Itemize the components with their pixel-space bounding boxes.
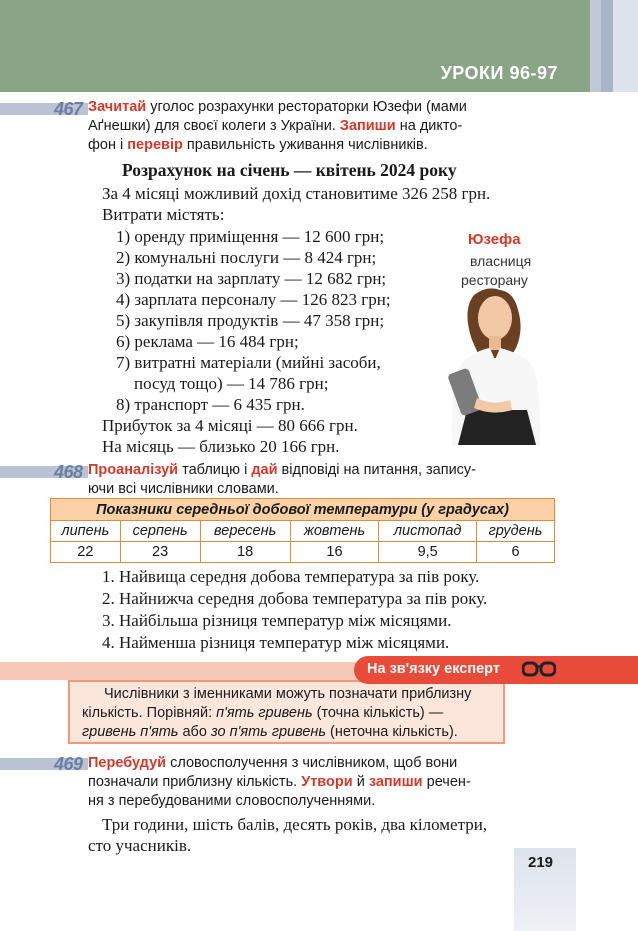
table-row [51, 542, 555, 563]
verb-highlight: запиши [368, 774, 423, 790]
monthly-line: На місяць — близько 20 166 грн. [102, 437, 340, 456]
page-number: 219 [528, 854, 554, 871]
value-cell: 23 [120, 542, 200, 563]
instruction-text: на дикто- [395, 118, 463, 134]
expert-text [82, 724, 458, 740]
expense-item: 2) комунальні послуги — 8 424 грн; [116, 248, 377, 267]
instruction-text: Аґнешки) для своєї колеги з України. [88, 118, 340, 134]
side-stripe [601, 0, 613, 92]
value-cell: 22 [51, 542, 121, 563]
expense-item: 4) зарплата персоналу — 126 823 грн; [116, 290, 391, 309]
temperature-table [50, 498, 555, 563]
instruction-line: ючи всі числівники словами. [88, 481, 279, 497]
question-item: 1. Найвища середня добова температура за пів року. [102, 567, 480, 586]
instruction-text: відповіді на питання, запису- [277, 462, 477, 478]
month-cell: липень [51, 521, 121, 542]
calculation-title: Розрахунок на січень — квітень 2024 року [122, 160, 457, 180]
expense-item: 3) податки на зарплату — 12 682 грн; [116, 269, 387, 288]
instruction-text: таблицю і [178, 462, 252, 478]
question-item: 3. Найбільша різниця температур між місяцями. [102, 611, 452, 630]
expense-item: 1) оренду приміщення — 12 600 грн; [116, 227, 385, 246]
person-role: власниця [470, 253, 532, 269]
expert-label: На зв'язку експерт [367, 661, 500, 677]
verb-highlight: Запиши [339, 118, 396, 134]
month-cell: серпень [120, 521, 200, 542]
exercise-number: 467 [54, 99, 83, 119]
instruction-text: словосполучення з числівником, щоб вони [166, 755, 458, 771]
table-row [51, 521, 555, 542]
instruction-line [88, 98, 467, 117]
value-cell: 6 [476, 542, 554, 563]
example-phrase: зо п'ять гривень [210, 724, 327, 740]
expert-text-part: кількість. Порівняй: [82, 705, 217, 721]
question-item: 2. Найнижча середня добова температура за пів року. [102, 589, 488, 608]
expense-item: 7) витратні матеріали (мийні засоби, [116, 353, 381, 372]
instruction-text: й [352, 774, 369, 790]
verb-highlight: перевір [127, 137, 183, 153]
person-name: Юзефа [468, 231, 521, 248]
month-cell: листопад [379, 521, 477, 542]
instruction-line [88, 754, 457, 773]
restaurateur-photo [432, 230, 562, 445]
expert-text-part: (точна кількість) — [312, 705, 444, 721]
month-cell: грудень [476, 521, 554, 542]
expenses-intro: Витрати містять: [102, 205, 225, 224]
glasses-icon [522, 657, 556, 681]
value-cell: 18 [200, 542, 290, 563]
instruction-line [88, 461, 476, 480]
side-stripe [590, 0, 601, 92]
expense-item: 6) реклама — 16 484 грн; [116, 332, 299, 351]
month-cell: вересень [200, 521, 290, 542]
expert-text [82, 705, 443, 721]
instruction-line [88, 773, 471, 792]
expert-text-part: (неточна кількість). [326, 724, 458, 740]
instruction-text: позначали приблизну кількість. [88, 774, 302, 790]
person-role: ресторану [461, 272, 528, 288]
question-item: 4. Найменша різниця температур між місяцями. [102, 633, 450, 652]
verb-highlight: Зачитай [88, 99, 147, 115]
verb-highlight: дай [251, 462, 278, 478]
task-text: Три години, шість балів, десять років, два кілометри, [102, 815, 488, 834]
instruction-line [88, 117, 462, 136]
instruction-text: правильність уживання числівників. [182, 137, 428, 153]
instruction-line: ня з перебудованими словосполученнями. [88, 793, 376, 809]
table-caption: Показники середньої добової температури (у градусах) [51, 499, 555, 521]
instruction-text: уголос розрахунки рестораторки Юзефи (мами [146, 99, 467, 115]
verb-highlight: Перебудуй [88, 755, 167, 771]
example-phrase: п'ять гривень [216, 705, 313, 721]
expert-text: Числівники з іменниками можуть позначати приблизну [104, 686, 472, 702]
expense-item: 5) закупівля продуктів — 47 358 грн; [116, 311, 385, 330]
exercise-number: 468 [54, 462, 83, 482]
instruction-line [88, 136, 428, 155]
lesson-title: УРОКИ 96-97 [440, 63, 558, 83]
income-line: За 4 місяці можливий дохід становитиме 326 258 грн. [102, 184, 491, 203]
instruction-text: фон і [88, 137, 128, 153]
profit-line: Прибуток за 4 місяці — 80 666 грн. [102, 416, 358, 435]
example-phrase: гривень п'ять [82, 724, 179, 740]
instruction-text: речен- [422, 774, 471, 790]
expense-item: посуд тощо) — 14 786 грн; [134, 374, 329, 393]
expert-text-part: або [178, 724, 211, 740]
expense-item: 8) транспорт — 6 435 грн. [116, 395, 305, 414]
value-cell: 9,5 [379, 542, 477, 563]
value-cell: 16 [290, 542, 379, 563]
month-cell: жовтень [290, 521, 379, 542]
task-text: сто учасників. [88, 836, 192, 855]
verb-highlight: Проаналізуй [88, 462, 179, 478]
verb-highlight: Утвори [301, 774, 353, 790]
side-stripe [613, 0, 638, 92]
exercise-number: 469 [54, 754, 83, 774]
